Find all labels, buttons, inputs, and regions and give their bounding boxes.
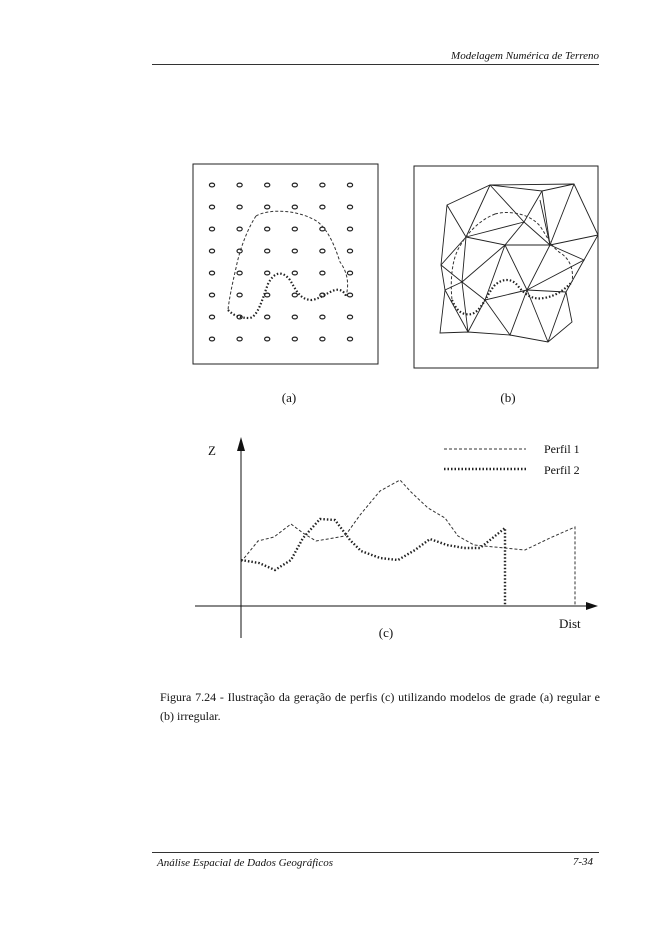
perfil-1-line — [241, 480, 575, 606]
panel-b-perfil-2-outline — [452, 280, 572, 314]
label-c: (c) — [378, 625, 394, 640]
grid-point — [320, 227, 325, 231]
grid-point — [320, 315, 325, 319]
footer-book-title: Análise Espacial de Dados Geográficos — [157, 857, 333, 869]
grid-point — [237, 293, 242, 297]
dist-axis-label: Dist — [559, 616, 581, 631]
panel-b-perfil-1-outline — [451, 213, 572, 301]
grid-point — [209, 315, 214, 319]
grid-point — [209, 205, 214, 209]
grid-point — [292, 205, 297, 209]
grid-point — [320, 271, 325, 275]
grid-point — [265, 205, 270, 209]
grid-point — [265, 271, 270, 275]
grid-point — [209, 293, 214, 297]
running-header: Modelagem Numérica de Terreno — [451, 50, 599, 62]
figure-caption: Figura 7.24 - Ilustração da geração de perfis (c) utilizando modelos de grade (a) regular e (b) irregular. — [160, 690, 600, 723]
panel-b-irregular-grid — [414, 166, 598, 368]
z-axis-arrow — [237, 437, 245, 451]
grid-point — [347, 205, 352, 209]
label-a: (a) — [281, 390, 297, 405]
legend-label-perfil-1: Perfil 1 — [544, 442, 580, 456]
grid-point — [292, 183, 297, 187]
footer-rule — [152, 852, 599, 853]
grid-point — [265, 249, 270, 253]
grid-point — [265, 337, 270, 341]
z-axis-label: Z — [208, 443, 216, 458]
grid-point — [237, 205, 242, 209]
tin-triangles — [440, 184, 598, 342]
grid-point — [237, 337, 242, 341]
grid-points — [209, 183, 352, 341]
dist-axis-arrow — [586, 602, 598, 610]
grid-point — [292, 293, 297, 297]
grid-point — [347, 183, 352, 187]
grid-point — [320, 337, 325, 341]
label-b: (b) — [500, 390, 516, 405]
grid-point — [347, 271, 352, 275]
grid-point — [292, 227, 297, 231]
grid-point — [347, 293, 352, 297]
panel-a-frame — [193, 164, 378, 364]
grid-point — [209, 183, 214, 187]
grid-point — [292, 249, 297, 253]
panel-c-profiles — [195, 437, 598, 638]
grid-point — [209, 249, 214, 253]
grid-point — [209, 227, 214, 231]
panel-a-regular-grid — [193, 164, 378, 364]
grid-point — [292, 271, 297, 275]
grid-point — [347, 227, 352, 231]
grid-point — [320, 183, 325, 187]
grid-point — [347, 337, 352, 341]
page-number: 7-34 — [572, 856, 593, 868]
grid-point — [347, 315, 352, 319]
grid-point — [347, 249, 352, 253]
grid-point — [320, 205, 325, 209]
grid-point — [237, 227, 242, 231]
grid-point — [265, 315, 270, 319]
grid-point — [237, 183, 242, 187]
grid-point — [292, 315, 297, 319]
grid-point — [209, 271, 214, 275]
grid-point — [265, 227, 270, 231]
grid-point — [292, 337, 297, 341]
panel-a-perfil-1-outline — [228, 211, 348, 310]
legend-label-perfil-2: Perfil 2 — [544, 463, 580, 477]
grid-point — [320, 249, 325, 253]
grid-point — [237, 249, 242, 253]
panel-a-perfil-2-outline — [228, 274, 346, 318]
grid-point — [237, 271, 242, 275]
grid-point — [209, 337, 214, 341]
grid-point — [265, 183, 270, 187]
